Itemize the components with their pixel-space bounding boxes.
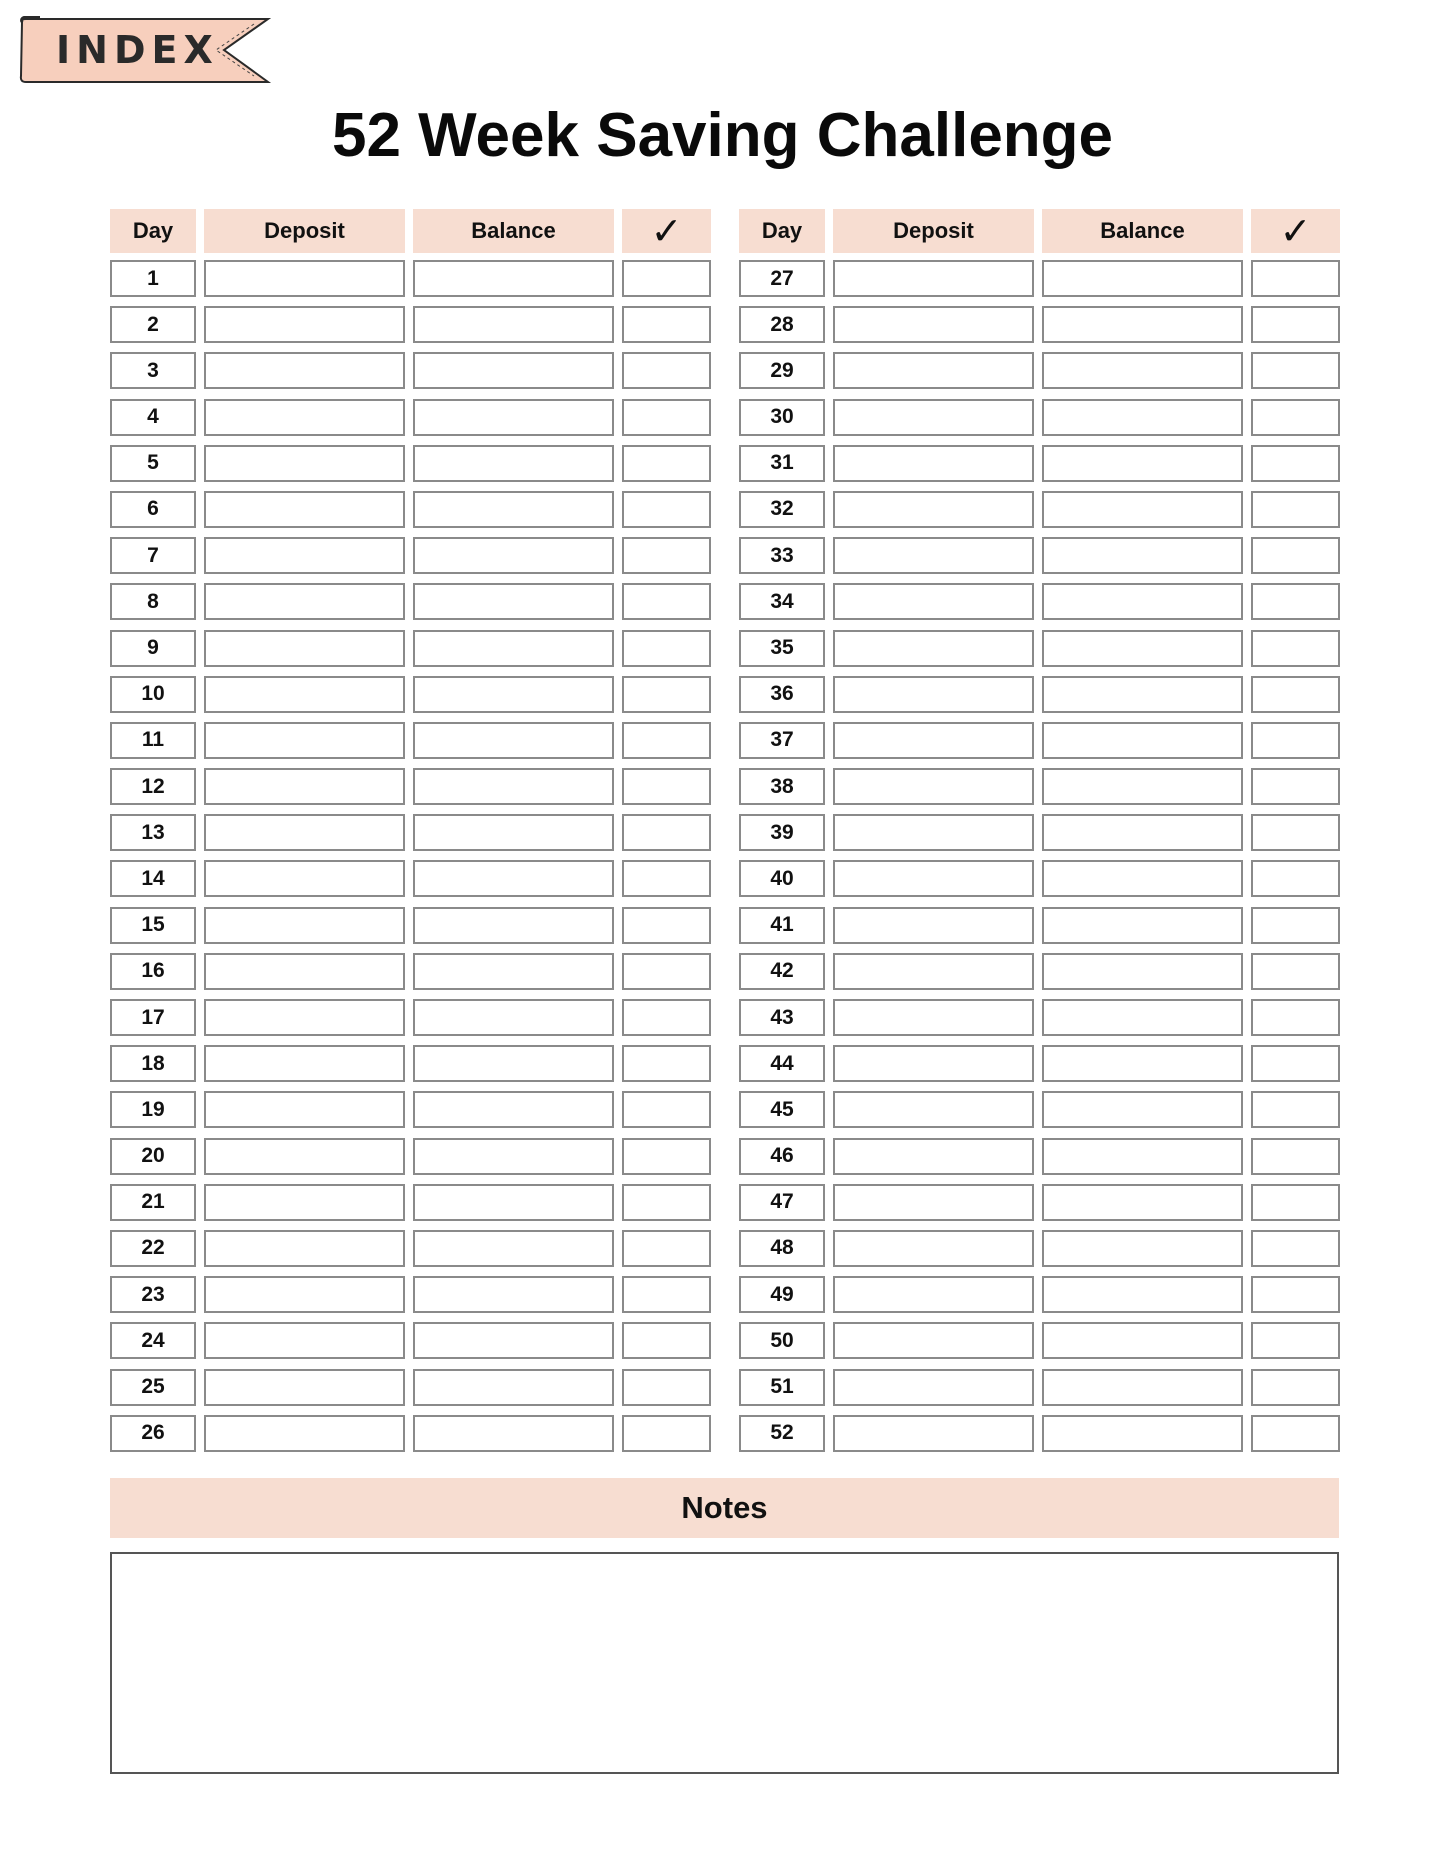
day-cell: 50 <box>739 1322 825 1359</box>
day-cell: 34 <box>739 583 825 620</box>
check-cell[interactable] <box>1251 676 1340 713</box>
check-cell[interactable] <box>622 491 711 528</box>
notes-box[interactable] <box>110 1552 1339 1774</box>
deposit-cell[interactable] <box>833 860 1034 897</box>
balance-cell[interactable] <box>413 1045 614 1082</box>
check-cell[interactable] <box>1251 1369 1340 1406</box>
balance-cell[interactable] <box>1042 1322 1243 1359</box>
check-cell[interactable] <box>622 722 711 759</box>
day-cell: 24 <box>110 1322 196 1359</box>
deposit-cell[interactable] <box>204 1369 405 1406</box>
deposit-cell[interactable] <box>833 1369 1034 1406</box>
deposit-cell[interactable] <box>833 907 1034 944</box>
balance-cell[interactable] <box>413 306 614 343</box>
check-cell[interactable] <box>1251 768 1340 805</box>
day-cell: 3 <box>110 352 196 389</box>
balance-cell[interactable] <box>413 445 614 482</box>
deposit-cell[interactable] <box>204 352 405 389</box>
check-cell[interactable] <box>622 676 711 713</box>
deposit-cell[interactable] <box>204 907 405 944</box>
balance-cell[interactable] <box>1042 399 1243 436</box>
balance-cell[interactable] <box>1042 1415 1243 1452</box>
deposit-cell[interactable] <box>833 1230 1034 1267</box>
day-cell: 25 <box>110 1369 196 1406</box>
balance-cell[interactable] <box>1042 1138 1243 1175</box>
check-cell[interactable] <box>622 260 711 297</box>
check-cell[interactable] <box>622 814 711 851</box>
check-cell[interactable] <box>622 1045 711 1082</box>
day-cell: 1 <box>110 260 196 297</box>
check-cell[interactable] <box>622 1276 711 1313</box>
day-cell: 28 <box>739 306 825 343</box>
checkmark-icon: ✓ <box>650 209 683 253</box>
check-cell[interactable] <box>1251 907 1340 944</box>
check-cell[interactable] <box>622 999 711 1036</box>
balance-cell[interactable] <box>413 583 614 620</box>
balance-cell[interactable] <box>413 1415 614 1452</box>
deposit-cell[interactable] <box>833 768 1034 805</box>
deposit-cell[interactable] <box>833 445 1034 482</box>
day-cell: 48 <box>739 1230 825 1267</box>
day-cell: 10 <box>110 676 196 713</box>
day-cell: 5 <box>110 445 196 482</box>
day-cell: 4 <box>110 399 196 436</box>
savings-table-left <box>110 209 710 1461</box>
day-cell: 36 <box>739 676 825 713</box>
balance-cell[interactable] <box>413 1322 614 1359</box>
day-cell: 21 <box>110 1184 196 1221</box>
deposit-cell[interactable] <box>833 722 1034 759</box>
deposit-cell[interactable] <box>204 537 405 574</box>
day-cell: 16 <box>110 953 196 990</box>
balance-cell[interactable] <box>1042 860 1243 897</box>
balance-cell[interactable] <box>1042 306 1243 343</box>
check-cell[interactable] <box>622 583 711 620</box>
balance-cell[interactable] <box>1042 814 1243 851</box>
deposit-cell[interactable] <box>833 537 1034 574</box>
check-cell[interactable] <box>1251 537 1340 574</box>
day-cell: 35 <box>739 630 825 667</box>
check-cell[interactable] <box>1251 260 1340 297</box>
balance-cell[interactable] <box>413 260 614 297</box>
page-title: 52 Week Saving Challenge <box>331 101 1114 170</box>
day-cell: 46 <box>739 1138 825 1175</box>
deposit-cell[interactable] <box>204 306 405 343</box>
check-cell[interactable] <box>1251 352 1340 389</box>
day-cell: 26 <box>110 1415 196 1452</box>
deposit-cell[interactable] <box>833 1184 1034 1221</box>
deposit-cell[interactable] <box>833 352 1034 389</box>
check-cell[interactable] <box>622 399 711 436</box>
check-cell[interactable] <box>622 768 711 805</box>
check-cell[interactable] <box>1251 399 1340 436</box>
deposit-cell[interactable] <box>833 260 1034 297</box>
header-deposit: Deposit <box>833 209 1034 253</box>
day-cell: 12 <box>110 768 196 805</box>
header-day: Day <box>110 209 196 253</box>
balance-cell[interactable] <box>1042 491 1243 528</box>
check-cell[interactable] <box>622 860 711 897</box>
balance-cell[interactable] <box>1042 676 1243 713</box>
check-cell[interactable] <box>622 1184 711 1221</box>
balance-cell[interactable] <box>413 1230 614 1267</box>
day-cell: 42 <box>739 953 825 990</box>
deposit-cell[interactable] <box>204 1415 405 1452</box>
check-cell[interactable] <box>1251 953 1340 990</box>
balance-cell[interactable] <box>1042 630 1243 667</box>
day-cell: 19 <box>110 1091 196 1128</box>
deposit-cell[interactable] <box>204 1091 405 1128</box>
balance-cell[interactable] <box>413 537 614 574</box>
check-cell[interactable] <box>1251 583 1340 620</box>
check-cell[interactable] <box>622 907 711 944</box>
balance-cell[interactable] <box>1042 1091 1243 1128</box>
balance-cell[interactable] <box>1042 1045 1243 1082</box>
balance-cell[interactable] <box>1042 953 1243 990</box>
deposit-cell[interactable] <box>204 722 405 759</box>
balance-cell[interactable] <box>1042 1230 1243 1267</box>
day-cell: 45 <box>739 1091 825 1128</box>
check-cell[interactable] <box>1251 1276 1340 1313</box>
balance-cell[interactable] <box>413 860 614 897</box>
check-cell[interactable] <box>622 630 711 667</box>
day-cell: 6 <box>110 491 196 528</box>
deposit-cell[interactable] <box>833 953 1034 990</box>
check-cell[interactable] <box>1251 630 1340 667</box>
deposit-cell[interactable] <box>833 999 1034 1036</box>
day-cell: 47 <box>739 1184 825 1221</box>
balance-cell[interactable] <box>1042 352 1243 389</box>
check-cell[interactable] <box>1251 999 1340 1036</box>
deposit-cell[interactable] <box>204 768 405 805</box>
check-cell[interactable] <box>622 953 711 990</box>
day-cell: 30 <box>739 399 825 436</box>
balance-cell[interactable] <box>413 630 614 667</box>
day-cell: 37 <box>739 722 825 759</box>
day-cell: 22 <box>110 1230 196 1267</box>
check-cell[interactable] <box>1251 491 1340 528</box>
deposit-cell[interactable] <box>204 1276 405 1313</box>
balance-cell[interactable] <box>1042 768 1243 805</box>
deposit-cell[interactable] <box>833 1415 1034 1452</box>
deposit-cell[interactable] <box>204 1184 405 1221</box>
check-cell[interactable] <box>622 1322 711 1359</box>
balance-cell[interactable] <box>1042 722 1243 759</box>
day-cell: 40 <box>739 860 825 897</box>
balance-cell[interactable] <box>1042 1369 1243 1406</box>
check-cell[interactable] <box>1251 1184 1340 1221</box>
deposit-cell[interactable] <box>833 1322 1034 1359</box>
deposit-cell[interactable] <box>204 630 405 667</box>
header-balance: Balance <box>413 209 614 253</box>
check-cell[interactable] <box>1251 722 1340 759</box>
day-cell: 8 <box>110 583 196 620</box>
check-cell[interactable] <box>622 1369 711 1406</box>
deposit-cell[interactable] <box>833 814 1034 851</box>
day-cell: 39 <box>739 814 825 851</box>
check-cell[interactable] <box>1251 1415 1340 1452</box>
deposit-cell[interactable] <box>833 583 1034 620</box>
header-balance: Balance <box>1042 209 1243 253</box>
deposit-cell[interactable] <box>833 630 1034 667</box>
day-cell: 41 <box>739 907 825 944</box>
check-cell[interactable] <box>1251 860 1340 897</box>
header-day: Day <box>739 209 825 253</box>
deposit-cell[interactable] <box>833 306 1034 343</box>
day-cell: 17 <box>110 999 196 1036</box>
day-cell: 13 <box>110 814 196 851</box>
check-cell[interactable] <box>622 352 711 389</box>
deposit-cell[interactable] <box>204 860 405 897</box>
check-cell[interactable] <box>1251 1138 1340 1175</box>
deposit-cell[interactable] <box>833 1138 1034 1175</box>
check-cell[interactable] <box>622 1415 711 1452</box>
balance-cell[interactable] <box>1042 583 1243 620</box>
header-check <box>1251 209 1340 253</box>
check-cell[interactable] <box>1251 814 1340 851</box>
day-cell: 32 <box>739 491 825 528</box>
balance-cell[interactable] <box>413 814 614 851</box>
deposit-cell[interactable] <box>833 676 1034 713</box>
deposit-cell[interactable] <box>204 1138 405 1175</box>
check-cell[interactable] <box>1251 445 1340 482</box>
balance-cell[interactable] <box>413 1369 614 1406</box>
check-cell[interactable] <box>622 445 711 482</box>
balance-cell[interactable] <box>1042 537 1243 574</box>
deposit-cell[interactable] <box>833 1091 1034 1128</box>
deposit-cell[interactable] <box>204 260 405 297</box>
balance-cell[interactable] <box>1042 260 1243 297</box>
day-cell: 51 <box>739 1369 825 1406</box>
balance-cell[interactable] <box>413 999 614 1036</box>
deposit-cell[interactable] <box>204 1322 405 1359</box>
deposit-cell[interactable] <box>204 1230 405 1267</box>
day-cell: 23 <box>110 1276 196 1313</box>
check-cell[interactable] <box>1251 306 1340 343</box>
day-cell: 27 <box>739 260 825 297</box>
balance-cell[interactable] <box>413 352 614 389</box>
day-cell: 20 <box>110 1138 196 1175</box>
check-cell[interactable] <box>622 1230 711 1267</box>
check-cell[interactable] <box>1251 1045 1340 1082</box>
balance-cell[interactable] <box>413 907 614 944</box>
balance-cell[interactable] <box>413 953 614 990</box>
day-cell: 38 <box>739 768 825 805</box>
balance-cell[interactable] <box>413 722 614 759</box>
check-cell[interactable] <box>622 306 711 343</box>
day-cell: 14 <box>110 860 196 897</box>
day-cell: 43 <box>739 999 825 1036</box>
day-cell: 31 <box>739 445 825 482</box>
balance-cell[interactable] <box>1042 1184 1243 1221</box>
day-cell: 15 <box>110 907 196 944</box>
savings-table-right <box>739 209 1339 1461</box>
balance-cell[interactable] <box>1042 907 1243 944</box>
day-cell: 18 <box>110 1045 196 1082</box>
check-cell[interactable] <box>622 537 711 574</box>
balance-cell[interactable] <box>413 1276 614 1313</box>
day-cell: 49 <box>739 1276 825 1313</box>
check-cell[interactable] <box>622 1138 711 1175</box>
day-cell: 7 <box>110 537 196 574</box>
day-cell: 9 <box>110 630 196 667</box>
deposit-cell[interactable] <box>833 491 1034 528</box>
balance-cell[interactable] <box>413 1138 614 1175</box>
balance-cell[interactable] <box>413 1184 614 1221</box>
day-cell: 11 <box>110 722 196 759</box>
index-tab[interactable] <box>18 16 272 84</box>
balance-cell[interactable] <box>1042 1276 1243 1313</box>
notes-header: Notes <box>110 1478 1339 1538</box>
day-cell: 33 <box>739 537 825 574</box>
deposit-cell[interactable] <box>204 999 405 1036</box>
balance-cell[interactable] <box>413 399 614 436</box>
check-cell[interactable] <box>622 1091 711 1128</box>
checkmark-icon: ✓ <box>1279 209 1312 253</box>
check-cell[interactable] <box>1251 1322 1340 1359</box>
deposit-cell[interactable] <box>204 399 405 436</box>
header-deposit: Deposit <box>204 209 405 253</box>
deposit-cell[interactable] <box>204 583 405 620</box>
balance-cell[interactable] <box>413 676 614 713</box>
deposit-cell[interactable] <box>204 1045 405 1082</box>
day-cell: 29 <box>739 352 825 389</box>
balance-cell[interactable] <box>1042 445 1243 482</box>
check-cell[interactable] <box>1251 1230 1340 1267</box>
deposit-cell[interactable] <box>204 676 405 713</box>
header-check <box>622 209 711 253</box>
balance-cell[interactable] <box>1042 999 1243 1036</box>
day-cell: 2 <box>110 306 196 343</box>
deposit-cell[interactable] <box>204 491 405 528</box>
deposit-cell[interactable] <box>204 953 405 990</box>
day-cell: 52 <box>739 1415 825 1452</box>
day-cell: 44 <box>739 1045 825 1082</box>
check-cell[interactable] <box>1251 1091 1340 1128</box>
deposit-cell[interactable] <box>204 445 405 482</box>
balance-cell[interactable] <box>413 491 614 528</box>
balance-cell[interactable] <box>413 1091 614 1128</box>
deposit-cell[interactable] <box>833 1276 1034 1313</box>
balance-cell[interactable] <box>413 768 614 805</box>
index-label: INDEX <box>56 28 219 72</box>
deposit-cell[interactable] <box>833 399 1034 436</box>
deposit-cell[interactable] <box>833 1045 1034 1082</box>
deposit-cell[interactable] <box>204 814 405 851</box>
